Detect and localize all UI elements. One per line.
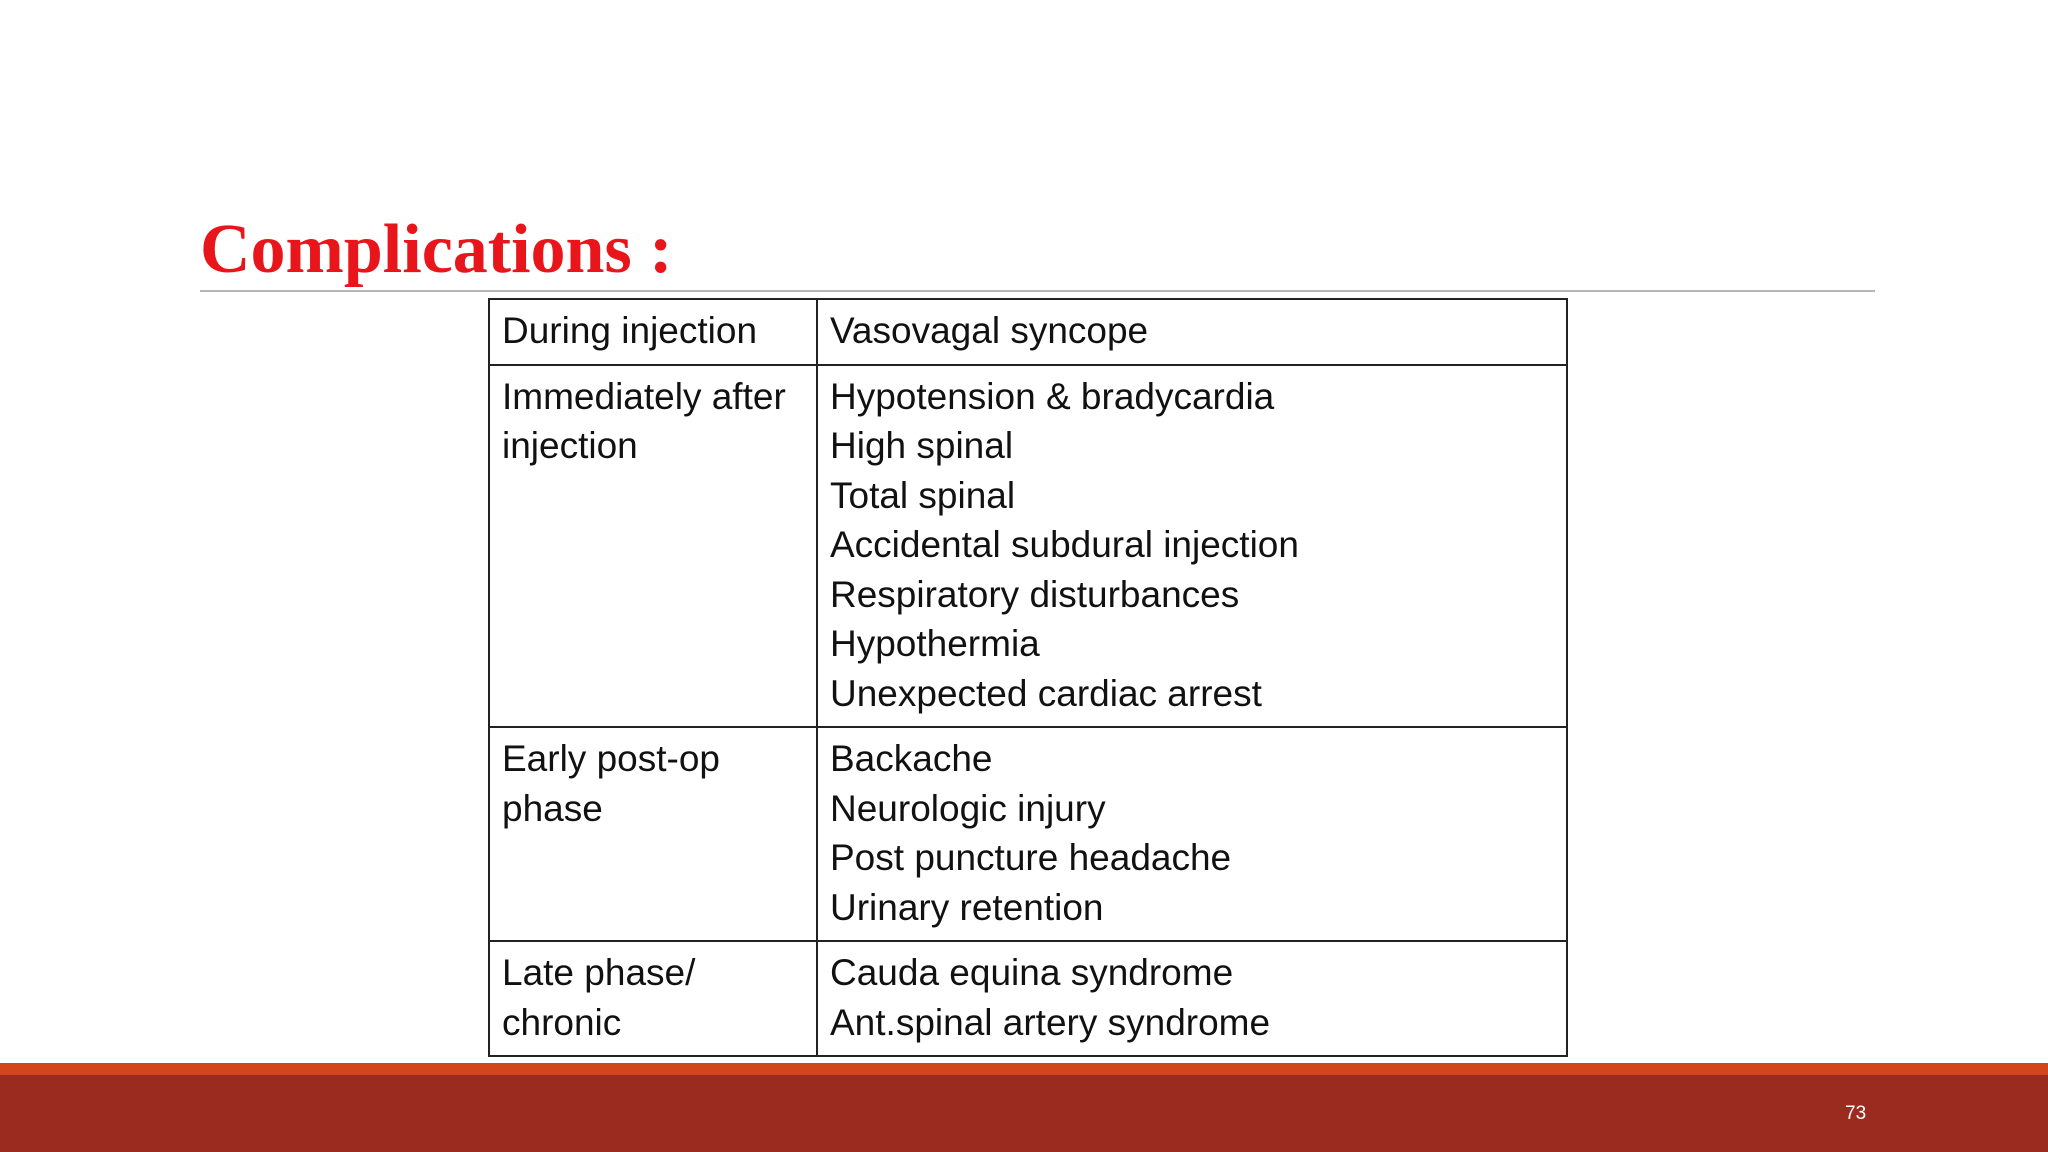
- slide-number: 73: [1845, 1103, 1867, 1124]
- phase-label: Immediately after: [502, 375, 786, 417]
- phase-label: injection: [502, 425, 638, 466]
- phase-label: Early post-op: [502, 738, 720, 779]
- complication-item: Cauda equina syndrome: [830, 952, 1234, 993]
- complication-item: Hypothermia: [830, 623, 1040, 664]
- complication-item: Unexpected cardiac arrest: [830, 672, 1262, 714]
- phase-cell: [489, 365, 817, 728]
- phase-label: chronic: [502, 1001, 622, 1043]
- table-row: [489, 941, 1567, 1056]
- table-row: [489, 299, 1567, 365]
- complication-item: Post puncture headache: [830, 837, 1232, 878]
- slide-title: Complications :: [200, 211, 673, 288]
- phase-label: Late phase/: [502, 952, 696, 993]
- title-divider: [200, 290, 1875, 292]
- complication-item: Backache: [830, 738, 993, 779]
- phase-label: phase: [502, 787, 603, 829]
- footer-accent-stripe: [0, 1063, 2048, 1075]
- table-row: [489, 365, 1567, 728]
- phase-label: During injection: [502, 310, 758, 351]
- complication-item: Urinary retention: [830, 886, 1104, 928]
- complications-table: [488, 298, 1568, 1057]
- footer-bar: [0, 1075, 2048, 1152]
- table-row: [489, 727, 1567, 941]
- complication-item: Accidental subdural injection: [830, 524, 1299, 565]
- complications-cell: [817, 299, 1567, 365]
- complication-item: Respiratory disturbances: [830, 573, 1240, 615]
- complications-cell: [817, 941, 1567, 1056]
- complication-item: Ant.spinal artery syndrome: [830, 1001, 1271, 1043]
- complication-item: Neurologic injury: [830, 787, 1106, 829]
- complication-item: Hypotension & bradycardia: [830, 375, 1275, 417]
- complications-cell: [817, 727, 1567, 941]
- complication-item: Total spinal: [830, 474, 1016, 516]
- complications-cell: [817, 365, 1567, 728]
- phase-cell: [489, 941, 817, 1056]
- phase-cell: [489, 299, 817, 365]
- complication-item: High spinal: [830, 425, 1014, 466]
- complication-item: Vasovagal syncope: [830, 310, 1149, 351]
- phase-cell: [489, 727, 817, 941]
